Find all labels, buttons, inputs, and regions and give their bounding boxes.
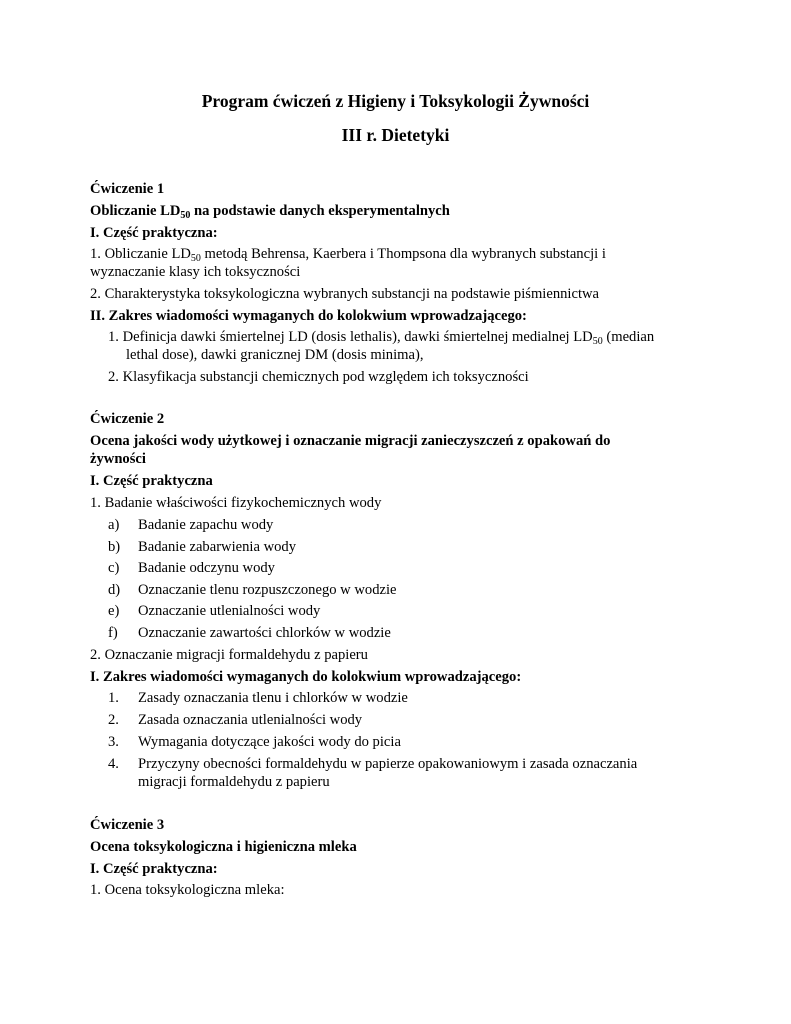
exercise-2-knowledge-item-3: Wymagania dotyczące jakości wody do picia [138, 734, 401, 750]
exercise-2-subitem: Badanie zabarwienia wody [138, 539, 297, 555]
exercise-2-knowledge-label: 3. [108, 734, 119, 750]
exercise-2-heading: Ćwiczenie 2 [90, 411, 165, 427]
exercise-1-knowledge-heading: II. Zakres wiadomości wymaganych do kolokwium wprowadzającego: [90, 308, 527, 324]
exercise-1-practical-heading: I. Część praktyczna: [90, 225, 218, 241]
exercise-2-practical-item-1: 1. Badanie właściwości fizykochemicznych wody [90, 495, 382, 511]
exercise-2-subitem: Oznaczanie utlenialności wody [138, 603, 321, 619]
exercise-2-knowledge-item-4: Przyczyny obecności formaldehydu w papierze opakowaniowym i zasada oznaczania [138, 756, 638, 772]
exercise-2-subitem-label: b) [108, 539, 121, 555]
exercise-1-practical-item-1-cont: wyznaczanie klasy ich toksyczności [90, 264, 301, 280]
exercise-2-knowledge-item-1: Zasady oznaczania tlenu i chlorków w wodzie [138, 690, 408, 706]
exercise-1-knowledge-item-2: 2. Klasyfikacja substancji chemicznych pod względem ich toksyczności [108, 369, 529, 385]
exercise-1-practical-item-1: 1. Obliczanie $LD_{50}$ metodą Behrensa, Kaerbera i Thompsona dla wybranych substancji i [90, 246, 606, 264]
exercise-2-knowledge-item-2: Zasada oznaczania utlenialności wody [138, 712, 363, 728]
exercise-1-knowledge-item-1: 1. Definicja dawki śmiertelnej LD (dosis lethalis), dawki śmiertelnej medialnej $LD_{50}$ (median [108, 329, 655, 347]
exercise-2-knowledge-label: 4. [108, 756, 119, 772]
exercise-2-topic: Ocena jakości wody użytkowej i oznaczanie migracji zanieczyszczeń z opakowań do [90, 433, 611, 449]
exercise-2-subitem: Oznaczanie tlenu rozpuszczonego w wodzie [138, 582, 397, 598]
exercise-2-knowledge-item-4-cont: migracji formaldehydu z papieru [138, 774, 330, 790]
exercise-2-practical-heading: I. Część praktyczna [90, 473, 213, 489]
document-title: Program ćwiczeń z Higieny i Toksykologii Żywności [201, 91, 590, 111]
exercise-3-practical-heading: I. Część praktyczna: [90, 861, 218, 877]
exercise-2-subitem: Oznaczanie zawartości chlorków w wodzie [138, 625, 391, 641]
exercise-2-subitem: Badanie odczynu wody [138, 560, 275, 576]
document-subtitle: III r. Dietetyki [341, 125, 450, 145]
exercise-3-heading: Ćwiczenie 3 [90, 817, 165, 833]
exercise-1-topic: Obliczanie $LD_{50}$ na podstawie danych eksperymentalnych [90, 203, 450, 221]
exercise-2-subitem-label: e) [108, 603, 120, 619]
exercise-2-subitem-label: d) [108, 582, 121, 598]
exercise-2-topic-cont: żywności [90, 451, 146, 467]
exercise-2-practical-item-2: 2. Oznaczanie migracji formaldehydu z papieru [90, 647, 368, 663]
exercise-2-subitem-label: f) [108, 625, 118, 641]
exercise-3-practical-item-1: 1. Ocena toksykologiczna mleka: [90, 882, 285, 898]
exercise-2-subitem: Badanie zapachu wody [138, 517, 274, 533]
exercise-3-topic: Ocena toksykologiczna i higieniczna mleka [90, 839, 357, 855]
exercise-1-knowledge-item-1-cont: lethal dose), dawki granicznej DM (dosis minima), [126, 347, 424, 363]
exercise-1-heading: Ćwiczenie 1 [90, 181, 165, 197]
exercise-2-subitem-label: a) [108, 517, 120, 533]
exercise-2-knowledge-label: 1. [108, 690, 119, 706]
exercise-2-knowledge-label: 2. [108, 712, 119, 728]
exercise-2-subitem-label: c) [108, 560, 120, 576]
exercise-2-knowledge-heading: I. Zakres wiadomości wymaganych do kolokwium wprowadzającego: [90, 669, 522, 685]
exercise-1-practical-item-2: 2. Charakterystyka toksykologiczna wybranych substancji na podstawie piśmiennictwa [90, 286, 600, 302]
